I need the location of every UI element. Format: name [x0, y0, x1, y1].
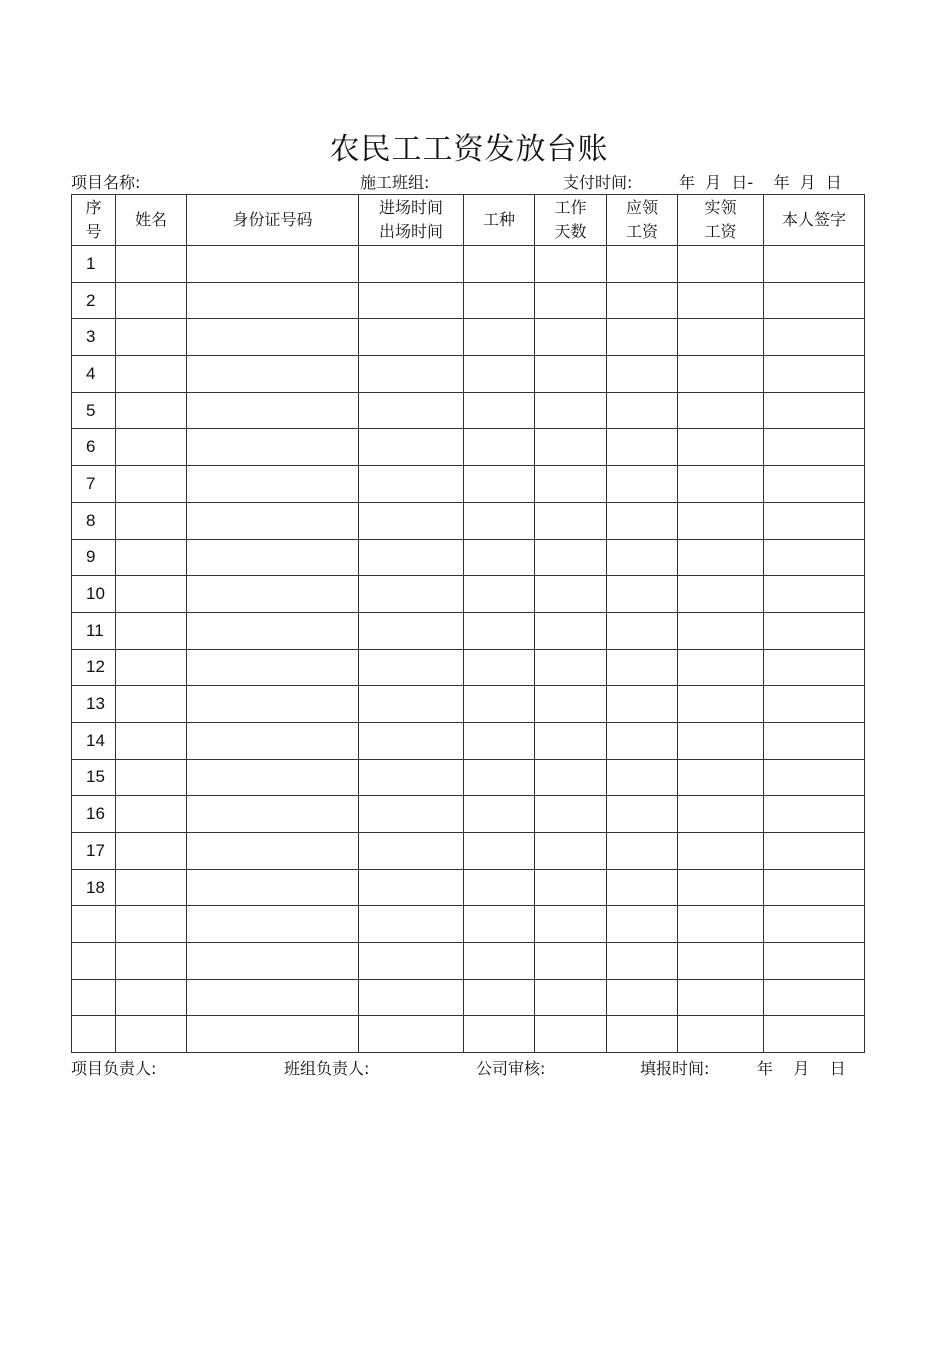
- table-cell: [464, 943, 535, 980]
- table-cell: [607, 869, 678, 906]
- table-cell: [359, 1016, 464, 1053]
- table-cell: [764, 319, 865, 356]
- table-cell: [607, 796, 678, 833]
- table-cell: [678, 759, 764, 796]
- table-cell: [678, 943, 764, 980]
- table-cell: [607, 466, 678, 503]
- row-index: 4: [72, 356, 116, 393]
- table-cell: [764, 1016, 865, 1053]
- table-row: [72, 539, 865, 576]
- table-row: [72, 466, 865, 503]
- table-cell: [359, 466, 464, 503]
- table-cell: [607, 1016, 678, 1053]
- table-cell: [764, 722, 865, 759]
- table-cell: [764, 796, 865, 833]
- table-cell: [678, 1016, 764, 1053]
- table-cell: [678, 796, 764, 833]
- table-cell: [764, 906, 865, 943]
- table-cell: [359, 392, 464, 429]
- table-row: [72, 612, 865, 649]
- table-cell: [187, 282, 359, 319]
- project-name-label: 项目名称:: [71, 173, 141, 192]
- table-cell: [535, 906, 607, 943]
- table-cell: [464, 392, 535, 429]
- table-cell: [116, 722, 187, 759]
- table-cell: [359, 612, 464, 649]
- table-cell: [678, 539, 764, 576]
- table-cell: [187, 246, 359, 283]
- table-cell: [359, 429, 464, 466]
- table-cell: [535, 502, 607, 539]
- row-index: 1: [72, 246, 116, 283]
- table-cell: [607, 429, 678, 466]
- row-index: 18: [72, 869, 116, 906]
- table-cell: [464, 649, 535, 686]
- row-index: 5: [72, 392, 116, 429]
- row-index: 9: [72, 539, 116, 576]
- table-cell: [359, 796, 464, 833]
- table-cell: [535, 833, 607, 870]
- table-cell: [116, 392, 187, 429]
- table-cell: [464, 979, 535, 1016]
- row-index: 3: [72, 319, 116, 356]
- row-index: 7: [72, 466, 116, 503]
- table-cell: [764, 686, 865, 723]
- table-cell: [464, 502, 535, 539]
- table-cell: [535, 356, 607, 393]
- table-cell: [464, 1016, 535, 1053]
- table-cell: [607, 649, 678, 686]
- table-cell: [464, 319, 535, 356]
- table-cell: [764, 612, 865, 649]
- table-cell: [678, 649, 764, 686]
- table-cell: [116, 282, 187, 319]
- table-cell: [607, 392, 678, 429]
- table-cell: [116, 429, 187, 466]
- table-cell: [116, 796, 187, 833]
- table-cell: [535, 576, 607, 613]
- table-cell: [359, 576, 464, 613]
- table-cell: [187, 429, 359, 466]
- table-cell: [116, 869, 187, 906]
- table-cell: [764, 979, 865, 1016]
- table-cell: [535, 1016, 607, 1053]
- table-cell: [116, 319, 187, 356]
- table-cell: [464, 869, 535, 906]
- table-cell: [607, 943, 678, 980]
- table-cell: [535, 246, 607, 283]
- table-cell: [607, 539, 678, 576]
- row-index: 11: [72, 612, 116, 649]
- company-review-label: 公司审核:: [476, 1059, 546, 1078]
- table-cell: [116, 539, 187, 576]
- table-cell: [678, 246, 764, 283]
- col-header-wage-paid: 实领 工资: [678, 195, 764, 246]
- row-index: 17: [72, 833, 116, 870]
- table-cell: [607, 356, 678, 393]
- pay-time-label: 支付时间:: [563, 173, 633, 192]
- table-cell: [764, 429, 865, 466]
- table-cell: [187, 539, 359, 576]
- table-cell: [359, 943, 464, 980]
- table-cell: [187, 502, 359, 539]
- col-header-signature: 本人签字: [764, 195, 865, 246]
- table-cell: [535, 612, 607, 649]
- table-cell: [187, 722, 359, 759]
- table-cell: [116, 246, 187, 283]
- table-cell: [187, 796, 359, 833]
- row-index: 14: [72, 722, 116, 759]
- table-cell: [607, 759, 678, 796]
- table-cell: [116, 686, 187, 723]
- table-cell: [535, 943, 607, 980]
- col-header-id-number: 身份证号码: [187, 195, 359, 246]
- table-cell: [764, 576, 865, 613]
- table-cell: [464, 759, 535, 796]
- table-cell: [535, 319, 607, 356]
- table-cell: [116, 1016, 187, 1053]
- table-cell: [764, 502, 865, 539]
- table-cell: [678, 833, 764, 870]
- table-cell: [187, 833, 359, 870]
- table-cell: [187, 979, 359, 1016]
- table-row: [72, 759, 865, 796]
- table-cell: [464, 356, 535, 393]
- table-cell: [764, 392, 865, 429]
- table-cell: [535, 759, 607, 796]
- table-cell: [764, 759, 865, 796]
- table-cell: [359, 282, 464, 319]
- col-header-index: 序 号: [72, 195, 116, 246]
- pay-date-range: 年 月 日- 年 月 日: [679, 173, 842, 192]
- table-cell: [464, 466, 535, 503]
- row-index: 10: [72, 576, 116, 613]
- table-cell: [607, 686, 678, 723]
- table-cell: [678, 869, 764, 906]
- table-cell: [678, 356, 764, 393]
- table-row: [72, 686, 865, 723]
- project-lead-label: 项目负责人:: [71, 1059, 157, 1078]
- table-cell: [187, 906, 359, 943]
- table-cell: [359, 319, 464, 356]
- table-row: [72, 869, 865, 906]
- table-cell: [764, 466, 865, 503]
- table-row: [72, 502, 865, 539]
- table-cell: [116, 759, 187, 796]
- table-cell: [116, 356, 187, 393]
- table-cell: [535, 869, 607, 906]
- table-cell: [764, 869, 865, 906]
- table-cell: [535, 686, 607, 723]
- table-cell: [607, 612, 678, 649]
- table-cell: [359, 539, 464, 576]
- table-row: [72, 649, 865, 686]
- table-row: [72, 356, 865, 393]
- table-cell: [607, 282, 678, 319]
- col-header-job-type: 工种: [464, 195, 535, 246]
- table-cell: [187, 466, 359, 503]
- table-cell: [535, 429, 607, 466]
- table-cell: [187, 759, 359, 796]
- table-cell: [464, 796, 535, 833]
- table-cell: [464, 722, 535, 759]
- table-cell: [464, 612, 535, 649]
- col-header-work-days: 工作 天数: [535, 195, 607, 246]
- row-index: 12: [72, 649, 116, 686]
- table-cell: [607, 979, 678, 1016]
- table-cell: [678, 319, 764, 356]
- fill-date: 年 月 日: [757, 1059, 846, 1078]
- table-row: [72, 392, 865, 429]
- table-cell: [678, 686, 764, 723]
- table-cell: [607, 246, 678, 283]
- table-cell: [116, 576, 187, 613]
- table-cell: [116, 502, 187, 539]
- row-index: 16: [72, 796, 116, 833]
- table-row: [72, 246, 865, 283]
- table-cell: [764, 282, 865, 319]
- table-cell: [116, 833, 187, 870]
- table-cell: [359, 686, 464, 723]
- row-index: 6: [72, 429, 116, 466]
- table-cell: [464, 539, 535, 576]
- table-cell: [187, 869, 359, 906]
- team-label: 施工班组:: [360, 173, 430, 192]
- table-cell: [464, 833, 535, 870]
- table-cell: [359, 869, 464, 906]
- table-row: [72, 282, 865, 319]
- table-row: [72, 979, 865, 1016]
- table-cell: [678, 466, 764, 503]
- table-cell: [464, 429, 535, 466]
- table-cell: [535, 539, 607, 576]
- table-row: [72, 722, 865, 759]
- table-cell: [678, 282, 764, 319]
- table-row: [72, 1016, 865, 1053]
- row-index: [72, 1016, 116, 1053]
- row-index: 2: [72, 282, 116, 319]
- document-title: 农民工工资发放台账: [329, 132, 609, 167]
- table-cell: [359, 979, 464, 1016]
- col-header-entry-exit-time: 进场时间 出场时间: [359, 195, 464, 246]
- table-cell: [764, 943, 865, 980]
- table-cell: [678, 906, 764, 943]
- table-cell: [678, 612, 764, 649]
- table-cell: [764, 246, 865, 283]
- table-cell: [359, 759, 464, 796]
- table-row: [72, 319, 865, 356]
- table-cell: [607, 833, 678, 870]
- wage-ledger-table: [71, 194, 865, 1053]
- table-row: [72, 796, 865, 833]
- table-cell: [764, 649, 865, 686]
- table-cell: [678, 429, 764, 466]
- table-cell: [535, 466, 607, 503]
- table-cell: [359, 906, 464, 943]
- table-cell: [359, 722, 464, 759]
- header-row: [72, 195, 865, 246]
- col-header-name: 姓名: [116, 195, 187, 246]
- table-cell: [764, 356, 865, 393]
- table-cell: [187, 612, 359, 649]
- row-index: [72, 979, 116, 1016]
- table-row: [72, 906, 865, 943]
- table-cell: [607, 502, 678, 539]
- table-cell: [116, 943, 187, 980]
- row-index: 13: [72, 686, 116, 723]
- table-row: [72, 429, 865, 466]
- table-cell: [678, 576, 764, 613]
- table-cell: [116, 906, 187, 943]
- table-cell: [359, 502, 464, 539]
- table-cell: [116, 649, 187, 686]
- table-cell: [359, 246, 464, 283]
- table-cell: [116, 612, 187, 649]
- table-row: [72, 833, 865, 870]
- table-cell: [535, 796, 607, 833]
- table-cell: [607, 576, 678, 613]
- table-cell: [187, 356, 359, 393]
- table-cell: [187, 686, 359, 723]
- table-cell: [359, 356, 464, 393]
- col-header-wage-due: 应领 工资: [607, 195, 678, 246]
- table-cell: [464, 686, 535, 723]
- table-cell: [187, 943, 359, 980]
- table-cell: [116, 979, 187, 1016]
- table-cell: [535, 979, 607, 1016]
- row-index: 15: [72, 759, 116, 796]
- team-lead-label: 班组负责人:: [284, 1059, 370, 1078]
- table-cell: [678, 392, 764, 429]
- fill-time-label: 填报时间:: [640, 1059, 710, 1078]
- table-cell: [187, 392, 359, 429]
- table-row: [72, 576, 865, 613]
- table-cell: [187, 319, 359, 356]
- table-cell: [678, 979, 764, 1016]
- table-cell: [607, 319, 678, 356]
- table-cell: [359, 833, 464, 870]
- table-cell: [464, 246, 535, 283]
- table-cell: [678, 722, 764, 759]
- table-cell: [535, 392, 607, 429]
- row-index: [72, 906, 116, 943]
- table-cell: [535, 722, 607, 759]
- table-cell: [535, 649, 607, 686]
- table-cell: [187, 649, 359, 686]
- table-cell: [464, 906, 535, 943]
- table-cell: [464, 282, 535, 319]
- table-cell: [607, 906, 678, 943]
- table-row: [72, 943, 865, 980]
- table-cell: [464, 576, 535, 613]
- table-cell: [678, 502, 764, 539]
- table-cell: [607, 722, 678, 759]
- table-cell: [187, 576, 359, 613]
- table-cell: [764, 833, 865, 870]
- table-cell: [535, 282, 607, 319]
- table-cell: [359, 649, 464, 686]
- row-index: [72, 943, 116, 980]
- table-cell: [116, 466, 187, 503]
- row-index: 8: [72, 502, 116, 539]
- table-cell: [764, 539, 865, 576]
- table-cell: [187, 1016, 359, 1053]
